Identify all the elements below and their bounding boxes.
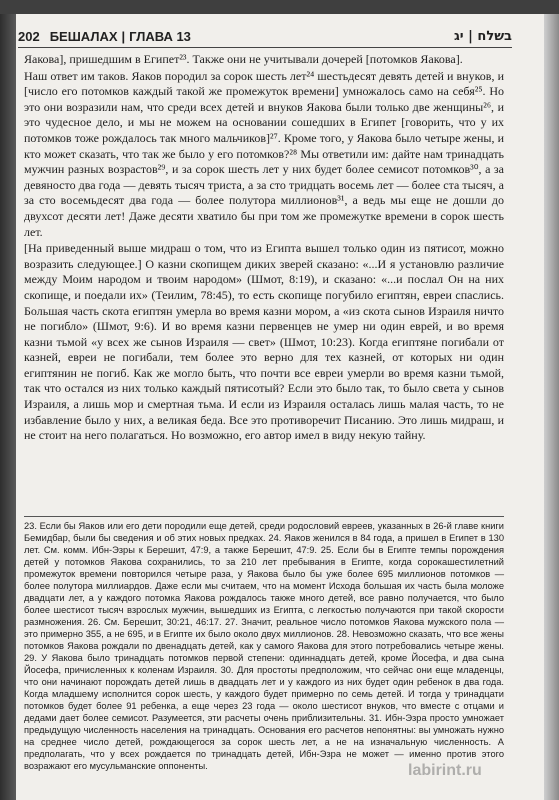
main-paragraph: [На приведенный выше мидраш о том, что из Египта вышел только один из пятисот, можно возразить следующее.] О казни скопищем диких зверей сказано: «...И я установлю различие между Моим народом и твоим народом» (Шмот, 8:19), и сказано: «...и послал Он на них скопище, и поедали их» (Теилим, 78:45), то есть скопище погубило египтян, евреи спаслись. Большая часть скота египтян умерла во время казни мором, а «из скота сынов Израиля ничто не погибло» (Шмот, 9:6). И во время казни первенцев не умер ни один еврей, и во время казни тьмой «у всех же сынов Израиля — свет» (Шмот, 10:23). Когда египтяне погибали от казней, евреи не погибали, тем более это верно для тех казней, от которых ни один египтянин не погиб. Как же могло быть, что почти все евреи умерли во время казни тьмой, так что остался из них только каждый пятисотый? Если это было так, то было света у сынов Израиля, а лишь мор и смертная тьма. И если из Израиля осталась лишь малая часть, то не избавление было у них, а великая беда. Все это противоречит Писанию. Это лишь мидраш, и не стоит на него полагаться. Но возможно, его автор имел в виду некую тайну.	[24, 241, 504, 443]
main-text	[24, 52, 504, 445]
book-spine-shadow	[0, 14, 16, 800]
footnote-separator	[24, 516, 504, 517]
header-rule	[18, 47, 512, 48]
book-edge-right	[544, 14, 559, 800]
page-number: 202	[18, 28, 40, 44]
header-section: БЕШАЛАХ	[49, 28, 118, 44]
header-hebrew: בשלח | יג	[453, 28, 512, 44]
watermark: labirint.ru	[408, 762, 482, 779]
footnotes: 23. Если бы Яаков или его дети породили еще детей, среди родословий евреев, указанных в 26-й главе книги Бемидбар, были бы сведения и об этих новых предках. 24. Яаков женился в 84 года, а пришел в Египет в 130 лет. См. комм. Ибн-Эзры к Берешит, 47:9, а также Берешит, 47:9. 25. Если бы в Египте темпы порождения детей у потомков Яакова сохранились, то за 210 лет пребывания в Египте, когда сорокашестилетний промежуток времени повторился четыре раза, у Яакова было бы уже более 695 миллионов потомков — более полутора миллиардов. Даже если мы считаем, что на момент Исхода большая их часть была моложе двадцати лет, а у каждого потомка Яакова рождалось также много детей, все равно получается, что было более шестисот тысяч взрослых мужчин, вышедших из Египта, с легкостью получаются при такой скорости размножения. 26. См. Берешит, 30:21, 46:17. 27. Значит, реальное число потомков Яакова мужского пола — это примерно 355, а не 695, и в Египте их было около двух миллионов. 28. Невозможно сказать, что все жены потомков Яакова рождали по двенадцать детей, как у самого Яакова для этого потребовались четыре жены. 29. У Яакова было тринадцать потомков первой степени: одиннадцать детей, кроме Йосефа, и два сына Йосефа, причисленных к коленам Израиля. 30. Для простоты предположим, что сейчас они еще младенцы, что они начинают порождать детей лишь в двадцать лет и у каждого из них будет один ребенок в два года. Когда младшему исполнится сорок шесть, у каждого будет примерно по семь детей. И тогда у тринадцати потомков будет более 91 ребенка, а еще через 23 года — около шестисот внуков, что вместе с отцами и дедами дает более семисот. Разумеется, эти расчеты очень приблизительны. 31. Ибн-Эзра просто умножает предыдущую численность населения на тринадцать. Основания его расчетов непонятны: вы умножать нужно на среднее число детей, рождающегося за сорок шесть лет, а не на изначальную численность. А предполагать, что у всех рождается по тринадцать детей, Ибн-Эзра не может — именно против этого возражают его мусульманские оппоненты.	[24, 521, 504, 771]
main-paragraph: Наш ответ им таков. Яаков породил за сорок шесть лет²⁴ шестьдесят девять детей и внуков, и [число его потомков каждый такой же промежуток времени] умножалось само на себя²⁵. Но это они возразили нам, что среди всех детей и внуков Яакова были только две женщины²⁶, и это чудесное дело, и мы не можем на основании сошедших в Египет [говорить, что у их потомков тоже рождалось так много мальчиков]²⁷. Кроме того, у Яакова было четыре жены, и кто может сказать, что так же было у его потомков?²⁸ Мы ответили им: дайте нам тринадцать мужчин разных возрастов²⁹, и за сорок шесть лет у них будет более семисот потомков³⁰, а за девяносто два года — девять тысяч триста, а за сто тридцать восемь лет — более ста тысяч, а за сто восемьдесят два года — более полутора миллионов³¹, а ведь мы еще не дошли до двухсот десяти лет! Даже десяти хватило бы при том же промежутке времени в сорок шесть лет.	[24, 68, 504, 239]
running-header	[18, 26, 512, 46]
main-paragraph: Яакова], пришедшим в Египет²³. Также они не учитывали дочерей [потомков Яакова].	[24, 52, 463, 66]
header-separator: |	[121, 28, 126, 44]
header-chapter: ГЛАВА 13	[129, 28, 191, 44]
